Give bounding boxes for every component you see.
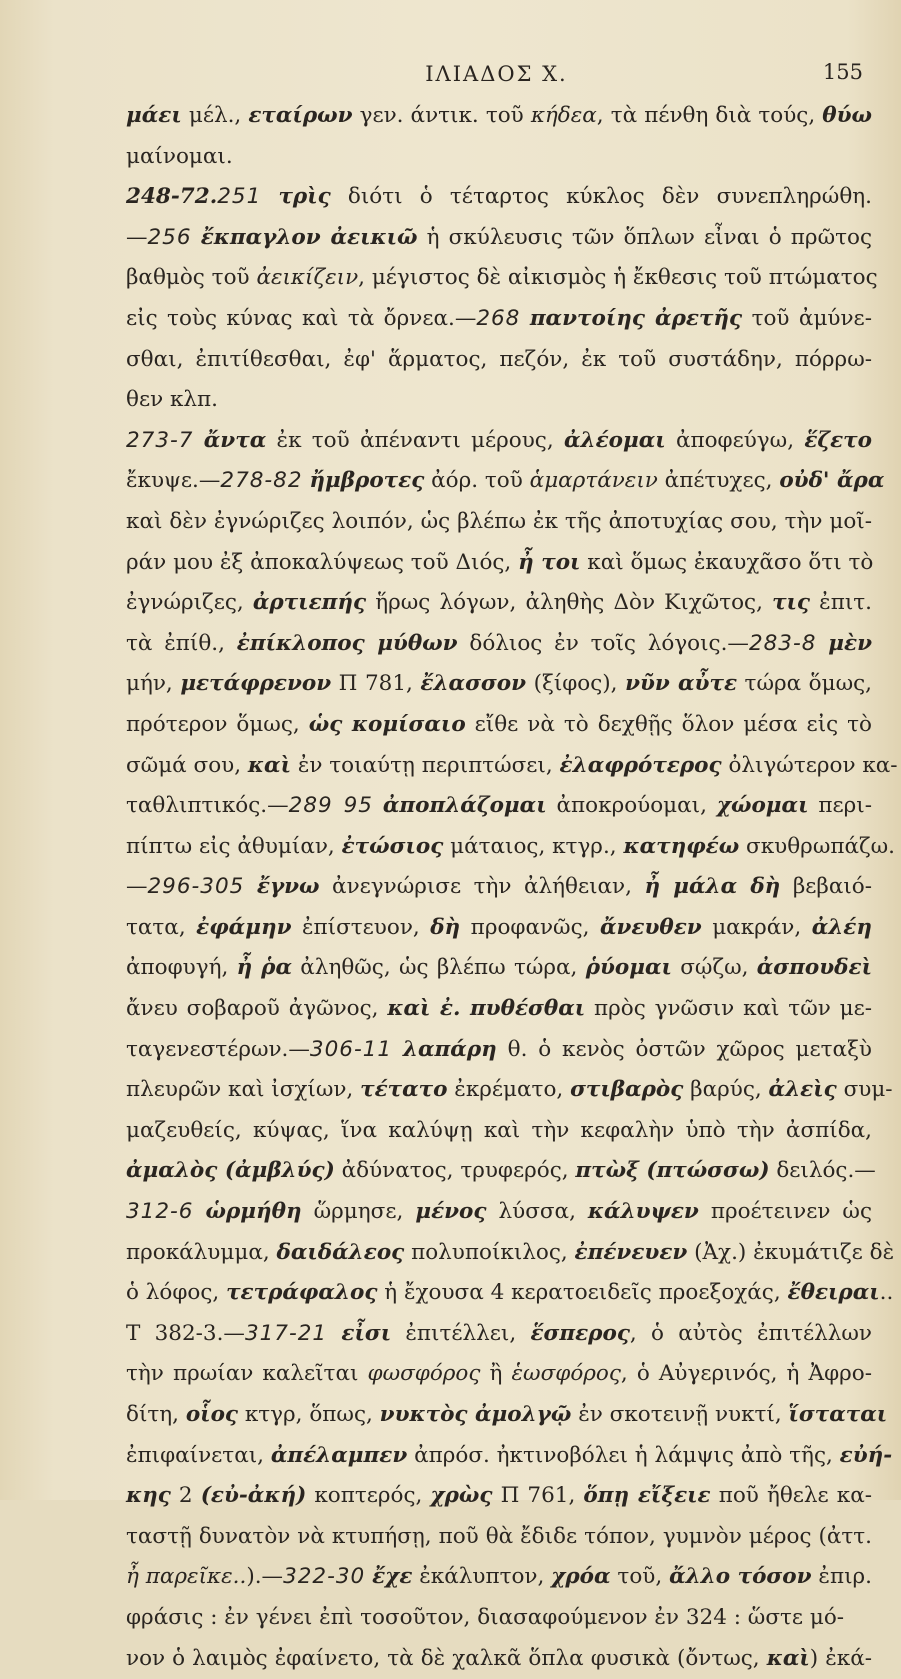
text-line: ταγενεστέρων.—306-11 λαπάρη θ. ὁ κενὸς ὀστῶν χῶρος μεταξὺ [126, 1036, 872, 1062]
text-line: 312-6 ὡρμήθη ὥρμησε, μένος λύσσα, κάλυψεν προέτεινεν ὡς [126, 1199, 873, 1225]
text-line: ἦ παρεῖκε..).—322-30 ἔχε ἐκάλυπτον, χρόα τοῦ, ἄλλο τόσον ἐπιρ. [126, 1564, 872, 1590]
text-line: μήν, μετάφρενον Π 781, ἔλασσον (ξίφος), νῦν αὖτε τώρα ὅμως, [126, 671, 873, 697]
text-line: —296-305 ἔγνω ἀνεγνώρισε τὴν ἀλήθειαν, ἦ μάλα δὴ βεβαιό- [126, 874, 872, 900]
page-header [130, 62, 863, 92]
text-line: πλευρῶν καὶ ἰσχίων, τέτατο ἐκρέματο, στιβαρὸς βαρύς, ἀλεὶς συμ- [126, 1077, 893, 1103]
running-title: ΙΛΙΑΔΟΣ Χ. [425, 62, 568, 86]
text-line: Τ 382-3.—317-21 εἶσι ἐπιτέλλει, ἕσπερος, ὁ αὐτὸς ἐπιτέλλων [126, 1320, 872, 1346]
text-line: 248-72.251 τρὶς διότι ὁ τέταρτος κύκλος δὲν συνεπληρώθη. [126, 184, 872, 210]
text-line: —256 ἔκπαγλον ἀεικιῶ ἡ σκύλευσις τῶν ὅπλων εἶναι ὁ πρῶτος [126, 224, 872, 250]
text-line: ἀποφυγή, ἦ ῥα ἀληθῶς, ὡς βλέπω τώρα, ῥύομαι σῴζω, ἀσπουδεὶ [126, 955, 872, 981]
text-line: ἐγνώριζες, ἀρτιεπής ἥρως λόγων, ἀληθὴς Δὸν Κιχῶτος, τις ἐπιτ. [126, 590, 872, 616]
text-line: ταθλιπτικός.—289 95 ἀποπλάζομαι ἀποκρούομαι, χώομαι περι- [126, 793, 872, 819]
text-line: νον ὁ λαιμὸς ἐφαίνετο, τὰ δὲ χαλκᾶ ὅπλα φυσικὰ (ὄντως, καὶ) ἐκά- [126, 1645, 873, 1671]
text-line: σθαι, ἐπιτίθεσθαι, ἐφ' ἅρματος, πεζόν, ἐκ τοῦ συστάδην, πόρρω- [126, 346, 872, 372]
text-line: προκάλυμμα, δαιδάλεος πολυποίκιλος, ἐπένευεν (Ἀχ.) ἐκυμάτιζε δὲ [126, 1239, 895, 1265]
text-line: ὁ λόφος, τετράφαλος ἡ ἔχουσα 4 κερατοειδεῖς προεξοχάς, ἔθειραι.. [126, 1280, 894, 1306]
text-line: θεν κλπ. [126, 387, 219, 413]
text-line: εἰς τοὺς κύνας καὶ τὰ ὄρνεα.—268 παντοίης ἀρετῆς τοῦ ἀμύνε- [126, 305, 872, 331]
text-line: φράσις : ἐν γένει ἐπὶ τοσοῦτον, διασαφούμενον ἐν 324 : ὥστε μό- [126, 1604, 845, 1630]
text-line: μαζευθείς, κύψας, ἵνα καλύψῃ καὶ τὴν κεφαλὴν ὑπὸ τὴν ἀσπίδα, [126, 1117, 872, 1143]
text-line: ταστῇ δυνατὸν νὰ κτυπήσῃ, ποῦ θὰ ἔδιδε τόπον, γυμνὸν μέρος (ἀττ. [126, 1523, 872, 1549]
text-line: ἐπιφαίνεται, ἀπέλαμπεν ἀπρόσ. ἠκτινοβόλει ἡ λάμψις ἀπὸ τῆς, εὐή- [126, 1442, 893, 1468]
text-line: μάει μέλ., εταίρων γεν. άντικ. τοῦ κήδεα, τὰ πένθη διὰ τούς, θύω [126, 103, 872, 128]
text-line: τατα, ἐφάμην ἐπίστευον, δὴ προφανῶς, ἄνευθεν μακράν, ἀλέη [126, 914, 873, 940]
text-line: δίτη, οἷος κτγρ, ὅπως, νυκτὸς ἀμολγῷ ἐν σκοτεινῇ νυκτί, ἵσταται [126, 1402, 888, 1427]
commentary-text [126, 96, 898, 1679]
text-line: πρότερον ὅμως, ὡς κομίσαιο εἴθε νὰ τὸ δεχθῇς ὅλον μέσα εἰς τὸ [126, 711, 872, 737]
text-line: ἀμαλὸς (ἀμβλύς) ἀδύνατος, τρυφερός, πτὼξ (πτώσσω) δειλός.— [126, 1158, 876, 1184]
text-line: τὰ ἐπίθ., ἐπίκλοπος μύθων δόλιος ἐν τοῖς λόγοις.—283-8 μὲν [126, 630, 872, 656]
text-line: μαίνομαι. [126, 143, 233, 169]
text-line: κης 2 (εὐ-ἀκή) κοπτερός, χρὼς Π 761, ὅπῃ εἴξειε ποῦ ἤθελε κα- [126, 1483, 872, 1509]
text-line: σῶμά σου, καὶ ἐν τοιαύτῃ περιπτώσει, ἐλαφρότερος ὀλιγώτερον κα- [126, 752, 898, 778]
text-line: ράν μου ἐξ ἀποκαλύψεως τοῦ Διός, ἦ τοι καὶ ὅμως ἐκαυχᾶσο ὅτι τὸ [126, 549, 874, 575]
text-line: πίπτω εἰς ἀθυμίαν, ἐτώσιος μάταιος, κτγρ., κατηφέω σκυθρωπάζω. [126, 833, 896, 859]
text-line: καὶ δὲν ἐγνώριζες λοιπόν, ὡς βλέπω ἐκ τῆς ἀποτυχίας σου, τὴν μοῖ- [126, 508, 872, 534]
text-line: τὴν πρωίαν καλεῖται φωσφόρος ἢ ἑωσφόρος, ὁ Αὐγερινός, ἡ Ἀφρο- [126, 1361, 872, 1387]
page-number: 155 [822, 60, 863, 84]
text-line: ἔκυψε.—278-82 ἤμβροτες ἀόρ. τοῦ ἁμαρτάνειν ἀπέτυχες, οὐδ' ἄρα [126, 468, 885, 494]
text-line: ἄνευ σοβαροῦ ἀγῶνος, καὶ ἐ. πυθέσθαι πρὸς γνῶσιν καὶ τῶν με- [126, 996, 873, 1022]
text-line: βαθμὸς τοῦ ἀεικίζειν, μέγιστος δὲ αἰκισμὸς ἡ ἔκθεσις τοῦ πτώματος [126, 265, 878, 291]
text-line: 273-7 ἄντα ἐκ τοῦ ἀπέναντι μέρους, ἀλέομαι ἀποφεύγω, ἕζετο [126, 427, 872, 453]
